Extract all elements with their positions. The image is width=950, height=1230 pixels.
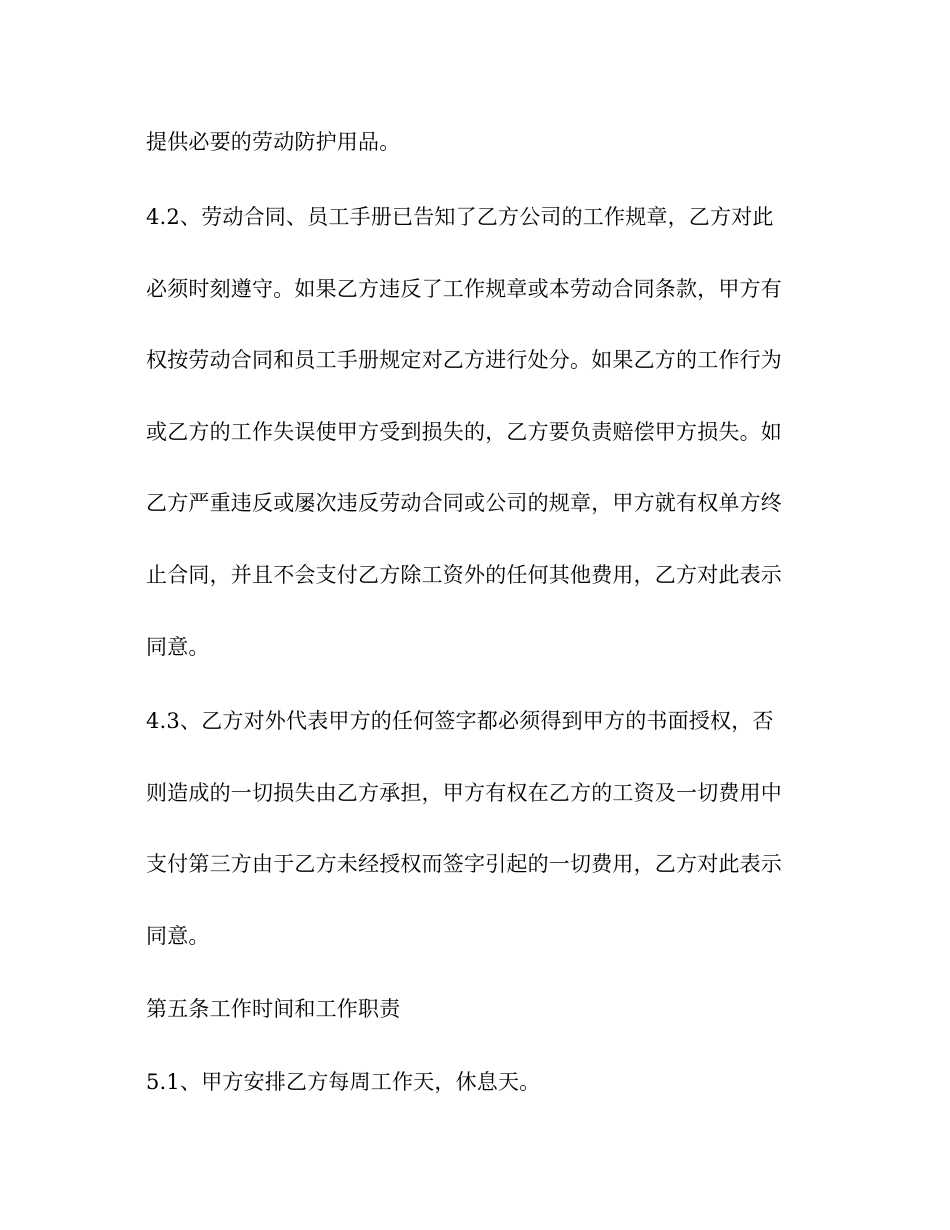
text-line: 止合同，并且不会支付乙方除工资外的任何其他费用，乙方对此表示 [146, 563, 782, 587]
text-line: 同意。 [146, 635, 210, 659]
text-line: 或乙方的工作失误使甲方受到损失的，乙方要负责赔偿甲方损失。如 [146, 420, 782, 444]
text-line: 支付第三方由于乙方未经授权而签字引起的一切费用，乙方对此表示 [146, 852, 782, 876]
text-line: 4.3、乙方对外代表甲方的任何签字都必须得到甲方的书面授权，否 [146, 709, 774, 733]
section-heading: 第五条工作时间和工作职责 [146, 997, 401, 1021]
text-line: 提供必要的劳动防护用品。 [146, 130, 401, 154]
text-line: 乙方严重违反或屡次违反劳动合同或公司的规章，甲方就有权单方终 [146, 491, 782, 515]
text-line: 5.1、甲方安排乙方每周工作天，休息天。 [146, 1070, 541, 1094]
text-line: 必须时刻遵守。如果乙方违反了工作规章或本劳动合同条款，甲方有 [146, 277, 782, 301]
text-line: 4.2、劳动合同、员工手册已告知了乙方公司的工作规章，乙方对此 [146, 205, 774, 229]
text-line: 则造成的一切损失由乙方承担，甲方有权在乙方的工资及一切费用中 [146, 781, 782, 805]
text-line: 同意。 [146, 924, 210, 948]
text-line: 权按劳动合同和员工手册规定对乙方进行处分。如果乙方的工作行为 [146, 348, 782, 372]
